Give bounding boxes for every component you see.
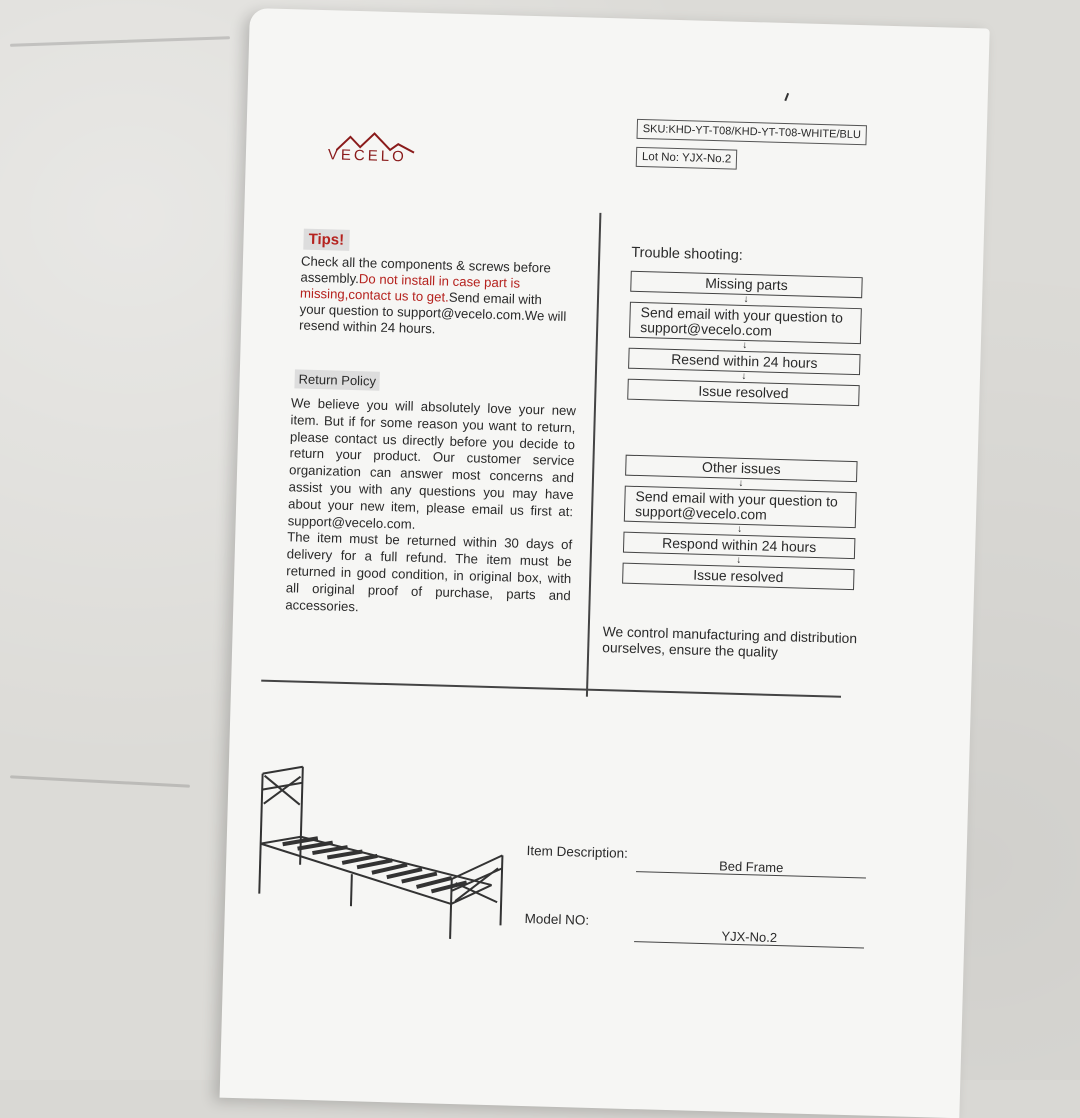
tips-text-b: Send email with your question to support@vecelo.com.We will resend within 24 hours.: [298, 289, 567, 337]
quality-statement: We control manufacturing and distribution ourselves, ensure the quality: [602, 624, 858, 660]
down-arrow-icon: ↓: [738, 477, 744, 489]
flow-box: Respond within 24 hours: [623, 532, 855, 559]
flow-box: Send email with your question to support@vecelo.com: [629, 302, 862, 344]
horizontal-divider: [261, 680, 841, 698]
tips-text: [299, 254, 571, 342]
vecelo-logo: [328, 130, 429, 173]
down-arrow-icon: ↓: [742, 339, 748, 352]
down-arrow-icon: ↓: [736, 523, 743, 535]
flow-box: Other issues: [625, 455, 857, 482]
flow-box: Resend within 24 hours: [628, 348, 860, 375]
model-no-label: Model NO:: [524, 911, 590, 928]
sku-box: SKU:KHD-YT-T08/KHD-YT-T08-WHITE/BLU: [636, 119, 867, 145]
return-policy-text: [285, 395, 576, 621]
flow-box: Send email with your question to support@vecelo.com: [624, 486, 857, 528]
bed-frame-illustration: [250, 743, 515, 940]
lot-number-box: Lot No: YJX-No.2: [636, 147, 738, 170]
logo-text: VECELO: [327, 146, 407, 166]
flow-box: Issue resolved: [627, 379, 859, 406]
troubleshooting-title: Trouble shooting:: [631, 244, 744, 264]
item-description-value: Bed Frame: [636, 856, 866, 878]
manual-page: [220, 8, 990, 1118]
flow-box: Issue resolved: [622, 563, 854, 590]
model-no-value: YJX-No.2: [634, 926, 864, 948]
pen-mark: [784, 93, 789, 101]
down-arrow-icon: ↓: [743, 293, 749, 306]
tips-text-a: Check all the components & screws before assembly.: [300, 253, 552, 287]
flow-missing-parts: [627, 271, 863, 406]
return-policy-para2: The item must be returned within 30 days of delivery for a full refund. The item must be returned in good condition, in original box, with all original proof of purchase, parts and accessories.: [285, 529, 573, 614]
down-arrow-icon: ↓: [736, 554, 742, 566]
item-description-label: Item Description:: [526, 843, 629, 861]
flow-box: Missing parts: [630, 271, 862, 298]
down-arrow-icon: ↓: [741, 370, 747, 383]
return-policy-badge: Return Policy: [294, 369, 380, 390]
tips-badge: Tips!: [303, 229, 349, 251]
flow-other-issues: [622, 455, 858, 590]
return-policy-para1: We believe you will absolutely love your new item. But if for some reason you want to return, please contact us directly before you decide to return your product. Our customer service organization can answer most concerns and assist you with any questions you may have about your new item, please email us first at: support@vecelo.com.: [287, 395, 577, 532]
tips-warning: Do not install in case part is missing,contact us to get.: [299, 271, 521, 305]
vertical-divider: [586, 213, 601, 697]
